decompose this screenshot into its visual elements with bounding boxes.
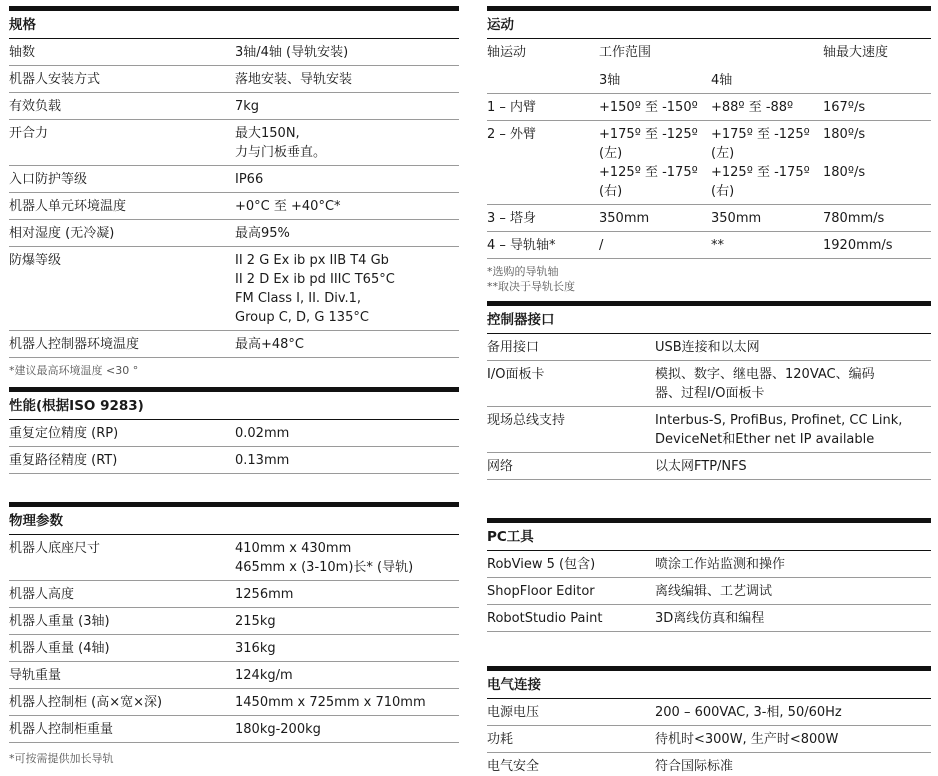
table-row [487, 699, 931, 726]
physical-table [9, 535, 459, 743]
row-label: I/O面板卡 [487, 367, 545, 382]
table-row [487, 753, 931, 776]
value-line: 1920mm/s [823, 238, 893, 253]
table-row [487, 453, 931, 480]
value-line: 最高+48°C [235, 337, 305, 352]
row-value [235, 251, 459, 327]
motion-footnote-1: *选购的导轨轴 [487, 265, 559, 278]
axis-label: 3 – 塔身 [487, 211, 537, 226]
axis-range [711, 98, 823, 117]
row-label: 现场总线支持 [487, 413, 566, 428]
value-line: 器、过程I/O面板卡 [655, 386, 765, 401]
motion-header-speed: 轴最大速度 [823, 45, 889, 60]
value-line: +175º 至 -125º [711, 127, 810, 142]
axis-range [599, 125, 711, 201]
row-value [235, 43, 459, 62]
performance-section [9, 387, 459, 502]
row-label: 机器人高度 [9, 587, 75, 602]
row-value [235, 97, 459, 116]
axis-range [599, 98, 711, 117]
row-label: RobotStudio Paint [487, 611, 603, 626]
value-line: USB连接和以太网 [655, 340, 760, 355]
row-value [655, 730, 931, 749]
row-label: 电源电压 [487, 705, 540, 720]
value-line: 350mm [711, 211, 762, 226]
spacer [487, 480, 931, 518]
row-value [655, 609, 931, 628]
row-label: 导轨重量 [9, 668, 62, 683]
axis-speed [823, 98, 931, 117]
row-label: 机器人重量 (4轴) [9, 641, 110, 656]
row-label: 备用接口 [487, 340, 540, 355]
controller-interface-section [487, 301, 931, 518]
value-line: 符合国际标准 [655, 759, 734, 774]
table-row [487, 551, 931, 578]
row-label: 机器人控制器环境温度 [9, 337, 140, 352]
value-line: 3D离线仿真和编程 [655, 611, 765, 626]
row-label: 网络 [487, 459, 514, 474]
value-line: 350mm [599, 211, 650, 226]
physical-section [9, 502, 459, 766]
value-line: 200 – 600VAC, 3-相, 50/60Hz [655, 705, 842, 720]
table-row [9, 166, 459, 193]
axis-label: 4 – 导轨轴* [487, 238, 556, 253]
table-row [9, 193, 459, 220]
value-line: 离线编辑、工艺调试 [655, 584, 773, 599]
value-line: 316kg [235, 641, 276, 656]
row-value [235, 585, 459, 604]
value-line: FM Class I, II. Div.1, [235, 291, 362, 306]
table-row [9, 331, 459, 358]
axis-range [599, 236, 711, 255]
motion-subheader-row [487, 65, 931, 94]
value-line: 180º/s [823, 165, 866, 180]
axis-speed [823, 209, 931, 228]
axis-range [711, 209, 823, 228]
motion-header-row [487, 39, 931, 65]
value-line: 0.02mm [235, 426, 290, 441]
controller-interface-table [487, 334, 931, 480]
row-label: 机器人控制柜重量 [9, 722, 114, 737]
pc-tools-section [487, 518, 931, 666]
left-column [9, 6, 459, 766]
motion-section-title: 运动 [487, 6, 931, 39]
motion-footnote-2: **取决于导轨长度 [487, 280, 575, 293]
table-row [9, 66, 459, 93]
value-line: 以太网FTP/NFS [655, 459, 747, 474]
value-line: 3轴/4轴 (导轨安装) [235, 45, 349, 60]
value-line: 落地安装、导轨安装 [235, 72, 353, 87]
value-line: +150º 至 -150º [599, 100, 698, 115]
row-label: 入口防护等级 [9, 172, 88, 187]
row-value [235, 124, 459, 162]
table-row [487, 334, 931, 361]
axis-range [711, 236, 823, 255]
row-label: 重复路径精度 (RT) [9, 453, 118, 468]
row-label: 机器人单元环境温度 [9, 199, 127, 214]
spacer [9, 474, 459, 502]
row-value [235, 424, 459, 443]
motion-header-axis: 轴运动 [487, 45, 527, 60]
value-line: Group C, D, G 135°C [235, 310, 369, 325]
row-label: 机器人控制柜 (高×宽×深) [9, 695, 163, 710]
row-value [235, 720, 459, 739]
table-row [9, 608, 459, 635]
row-value [235, 666, 459, 685]
row-value [235, 451, 459, 470]
row-value [235, 70, 459, 89]
table-row [487, 407, 931, 453]
value-line: (右) [599, 184, 623, 199]
row-label: 开合力 [9, 126, 49, 141]
row-value [655, 365, 931, 403]
row-value [655, 582, 931, 601]
value-line: II 2 G Ex ib px IIB T4 Gb [235, 253, 389, 268]
pc-tools-section-title: PC工具 [487, 518, 931, 551]
value-line: 1450mm x 725mm x 710mm [235, 695, 426, 710]
row-label: 相对湿度 (无冷凝) [9, 226, 115, 241]
axis-speed [823, 236, 931, 255]
value-line: 力与门板垂直。 [235, 145, 327, 160]
table-row [9, 689, 459, 716]
row-value [655, 555, 931, 574]
row-value [655, 411, 931, 449]
table-row [9, 635, 459, 662]
value-line: IP66 [235, 172, 264, 187]
pc-tools-table [487, 551, 931, 632]
row-value [235, 197, 459, 216]
motion-header-empty [711, 43, 823, 62]
electrical-section [487, 666, 931, 776]
spec-footnote: *建议最高环境温度 <30 ° [9, 364, 139, 377]
motion-subheader-empty [487, 71, 599, 90]
table-row [9, 581, 459, 608]
table-row [487, 232, 931, 259]
value-line: 167º/s [823, 100, 866, 115]
motion-footnotes [487, 259, 931, 301]
row-label: 电气安全 [487, 759, 540, 774]
motion-header-range: 工作范围 [599, 45, 652, 60]
table-row [9, 447, 459, 474]
value-line: +125º 至 -175º [599, 165, 698, 180]
row-label: 机器人安装方式 [9, 72, 101, 87]
value-line: 最高95% [235, 226, 290, 241]
axis-speed [823, 125, 931, 201]
value-line: 7kg [235, 99, 260, 114]
table-row [9, 39, 459, 66]
value-line: ** [711, 238, 724, 253]
value-line: 465mm x (3-10m)长* (导轨) [235, 560, 414, 575]
table-row [487, 94, 931, 121]
motion-subheader-3axis: 3轴 [599, 73, 621, 88]
value-line: 待机时<300W, 生产时<800W [655, 732, 839, 747]
row-value [235, 335, 459, 354]
value-line [823, 182, 931, 201]
axis-range [711, 125, 823, 201]
table-row [9, 662, 459, 689]
row-value [655, 338, 931, 357]
value-line: 410mm x 430mm [235, 541, 352, 556]
table-row [487, 726, 931, 753]
table-row [9, 220, 459, 247]
row-value [655, 757, 931, 776]
table-row [487, 578, 931, 605]
table-row [9, 247, 459, 331]
row-label: 重复定位精度 (RP) [9, 426, 119, 441]
row-label: 机器人重量 (3轴) [9, 614, 110, 629]
row-value [235, 539, 459, 577]
value-line: Interbus-S, ProfiBus, Profinet, CC Link, [655, 413, 903, 428]
row-label: 机器人底座尺寸 [9, 541, 101, 556]
row-value [655, 703, 931, 722]
right-column [487, 6, 931, 776]
row-label: 功耗 [487, 732, 514, 747]
row-value [235, 693, 459, 712]
electrical-section-title: 电气连接 [487, 666, 931, 699]
value-line: 1256mm [235, 587, 294, 602]
row-label: 有效负载 [9, 99, 62, 114]
value-line: II 2 D Ex ib pd IIIC T65°C [235, 272, 395, 287]
table-row [9, 420, 459, 447]
value-line: 0.13mm [235, 453, 290, 468]
value-line: +88º 至 -88º [711, 100, 794, 115]
value-line: 喷涂工作站监测和操作 [655, 557, 786, 572]
motion-subheader-empty-2 [823, 71, 931, 90]
row-label: 轴数 [9, 45, 36, 60]
value-line: (右) [711, 184, 735, 199]
row-value [235, 170, 459, 189]
row-value [235, 639, 459, 658]
axis-label: 2 – 外臂 [487, 127, 537, 142]
value-line: 180º/s [823, 127, 866, 142]
controller-interface-section-title: 控制器接口 [487, 301, 931, 334]
value-line: +125º 至 -175º [711, 165, 810, 180]
table-row [9, 93, 459, 120]
value-line [823, 144, 931, 163]
value-line: 模拟、数字、继电器、120VAC、编码 [655, 367, 875, 382]
row-value [235, 612, 459, 631]
spec-table [9, 39, 459, 358]
table-row [487, 205, 931, 232]
table-row [9, 120, 459, 166]
motion-subheader-4axis: 4轴 [711, 73, 733, 88]
spec-section-title: 规格 [9, 6, 459, 39]
row-value [655, 457, 931, 476]
row-value [235, 224, 459, 243]
motion-table [487, 94, 931, 259]
value-line: 215kg [235, 614, 276, 629]
motion-section [487, 6, 931, 301]
value-line: 最大150N, [235, 126, 300, 141]
value-line: +175º 至 -125º [599, 127, 698, 142]
performance-section-title: 性能(根据ISO 9283) [9, 387, 459, 420]
physical-section-title: 物理参数 [9, 502, 459, 535]
value-line: 780mm/s [823, 211, 885, 226]
value-line: DeviceNet和Ether net IP available [655, 432, 875, 447]
table-row [9, 535, 459, 581]
table-row [487, 121, 931, 205]
value-line: (左) [599, 146, 623, 161]
physical-footnote: *可按需提供加长导轨 [9, 752, 114, 765]
row-label: ShopFloor Editor [487, 584, 595, 599]
table-row [9, 716, 459, 743]
value-line: (左) [711, 146, 735, 161]
value-line: +0°C 至 +40°C* [235, 199, 341, 214]
value-line: 180kg-200kg [235, 722, 321, 737]
table-row [487, 361, 931, 407]
axis-label: 1 – 内臂 [487, 100, 537, 115]
axis-range [599, 209, 711, 228]
electrical-table [487, 699, 931, 776]
row-label: RobView 5 (包含) [487, 557, 596, 572]
row-label: 防爆等级 [9, 253, 62, 268]
performance-table [9, 420, 459, 474]
value-line: / [599, 238, 604, 253]
spacer [487, 632, 931, 666]
value-line: 124kg/m [235, 668, 293, 683]
spec-section [9, 6, 459, 387]
table-row [487, 605, 931, 632]
